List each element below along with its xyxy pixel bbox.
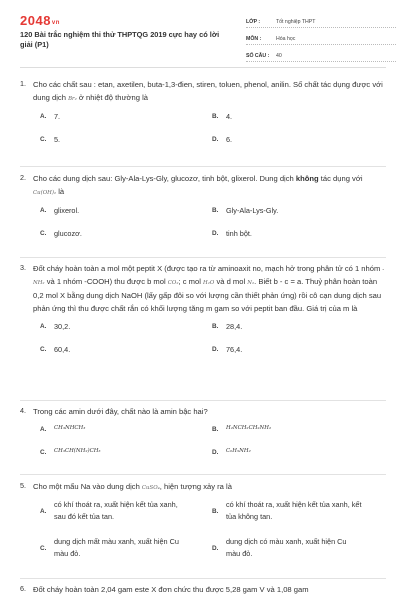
option-value: 60,4. (54, 345, 71, 355)
meta-value: Hóa học (276, 36, 296, 42)
question-text-part: tác dụng với (320, 174, 363, 183)
meta-value: 40 (276, 53, 282, 59)
question-number: 5. (20, 481, 26, 490)
option-key: C. (40, 229, 47, 237)
document-header (20, 0, 386, 68)
question-4 (20, 405, 386, 468)
answer-options (40, 499, 386, 575)
question-text-part: Trong các amin dưới đây, chất nào là amin bậc hai? (33, 407, 208, 416)
question-text (33, 480, 386, 493)
answer-options (40, 424, 386, 468)
answer-options (40, 321, 386, 365)
question-text (33, 405, 386, 418)
option-value: dung dịch mất màu xanh, xuất hiện Cu màu đỏ. (54, 537, 179, 559)
question-text-part: ; c mol (178, 277, 201, 287)
option-key: C. (40, 135, 47, 143)
option-key: C. (40, 544, 47, 552)
answer-option-a[interactable] (40, 321, 70, 333)
option-key: A. (40, 507, 47, 515)
answer-option-a[interactable] (40, 205, 79, 217)
question-text-part: là (58, 187, 65, 197)
option-key: B. (212, 323, 219, 331)
answer-options (40, 205, 386, 249)
answer-option-b[interactable] (212, 205, 278, 217)
answer-option-c[interactable] (40, 536, 190, 560)
logo-text: 2048 (20, 13, 51, 28)
option-value: dung dịch có màu xanh, xuất hiện Cu màu đỏ. (226, 537, 347, 559)
option-value: CH₃CH(NH₂)CH₃ (54, 448, 101, 455)
option-value: 30,2. (54, 322, 71, 332)
question-text (33, 262, 386, 315)
answer-option-d[interactable] (212, 344, 242, 356)
option-value: 7. (54, 111, 61, 121)
answer-option-b[interactable] (212, 111, 232, 123)
option-key: D. (212, 229, 219, 237)
question-number: 6. (20, 584, 26, 593)
meta-row-subject (246, 30, 396, 45)
option-value: C₆H₅NH₂ (226, 448, 251, 455)
formula: N₂ (247, 280, 255, 287)
option-key: C. (40, 346, 47, 354)
option-key: B. (212, 112, 219, 120)
question-6 (20, 583, 386, 596)
option-value: 76,4. (226, 345, 243, 355)
option-value: 4. (226, 111, 233, 121)
answer-option-d[interactable] (212, 536, 362, 560)
formula: Br₂ (68, 96, 77, 103)
question-divider (20, 400, 386, 401)
answer-option-b[interactable] (212, 424, 271, 436)
formula: Cu(OH)₂ (33, 190, 57, 197)
option-key: A. (40, 323, 47, 331)
question-number: 1. (20, 79, 26, 88)
question-text-part: Cho các chất sau : etan, axetilen, buta-1,3-đien, stiren, toluen, phenol, anilin. Số chất tác dụng được với dung dịch (33, 80, 383, 103)
option-key: C. (40, 449, 47, 457)
question-5 (20, 480, 386, 575)
meta-label: LỚP : (246, 19, 261, 25)
question-divider (20, 474, 386, 475)
option-key: A. (40, 112, 47, 120)
answer-option-c[interactable] (40, 228, 82, 240)
site-logo[interactable] (20, 13, 60, 28)
option-value: glucozơ. (54, 228, 82, 238)
meta-row-count (246, 47, 396, 62)
option-value: có khí thoát ra, xuất hiện kết tủa xanh, sau đó kết tủa tan. (54, 500, 178, 522)
question-text-part: và d mol (216, 277, 246, 287)
formula: H₂O (203, 280, 215, 287)
answer-option-c[interactable] (40, 447, 101, 459)
question-text-part: . Biết b - c = a. Thuỷ phân hoàn toàn 0,2 mol X bằng dung dịch NaOH (lấy gấp đôi so với lượng cần thiết phản ứng) rồi cô cạn dung dịch sau phản ứng thì thu được chất rắn có khối lượng tăng m gam so với peptit ban đầu. Giá trị của m là (33, 277, 382, 314)
option-key: D. (212, 449, 219, 457)
answer-option-c[interactable] (40, 134, 60, 146)
option-key: D. (212, 346, 219, 354)
question-text-part: Đốt cháy hoàn toàn 2,04 gam este X đơn chức thu được 5,28 gam V và 1,08 gam (33, 585, 309, 594)
question-text (33, 78, 386, 105)
meta-label: MÔN : (246, 36, 262, 42)
question-text (33, 172, 386, 199)
question-text-part: , hiện tượng xảy ra là (159, 482, 232, 491)
question-1 (20, 78, 386, 155)
answer-option-b[interactable] (212, 321, 242, 333)
question-divider (20, 578, 386, 579)
meta-label: SỐ CÂU : (246, 53, 270, 59)
question-text-part: Cho các dung dịch sau: Gly-Ala-Lys-Gly, glucozơ, tinh bột, glixerol. Dung dịch (33, 174, 294, 183)
answer-option-d[interactable] (212, 134, 232, 146)
option-key: A. (40, 206, 47, 214)
option-value: H₂NCH₂CH₂NH₂ (226, 425, 272, 432)
option-value: 6. (226, 134, 233, 144)
formula: CuSO₄ (141, 485, 160, 491)
option-key: B. (212, 426, 219, 434)
document-title: 120 Bài trắc nghiệm thi thử THPTQG 2019 cực hay có lời giải (P1) (20, 30, 220, 49)
option-key: B. (212, 206, 219, 214)
question-divider (20, 257, 386, 258)
question-text-part: và 1 nhóm -COOH) thu được b mol (46, 277, 166, 287)
question-3 (20, 262, 386, 365)
option-key: B. (212, 507, 219, 515)
option-value: tinh bột. (226, 228, 252, 238)
logo-suffix: vn (51, 20, 60, 26)
question-2 (20, 172, 386, 249)
meta-value: Tốt nghiệp THPT (276, 19, 316, 25)
question-divider (20, 166, 386, 167)
option-value: 28,4. (226, 322, 243, 332)
option-key: D. (212, 544, 219, 552)
question-text-part: Cho một mẩu Na vào dung dịch (33, 482, 140, 491)
meta-row-class (246, 13, 396, 28)
answer-option-d[interactable] (212, 228, 252, 240)
answer-option-b[interactable] (212, 499, 362, 523)
answer-option-a[interactable] (40, 499, 190, 523)
option-value: có khí thoát ra, xuất hiện kết tủa xanh, kết tủa không tan. (226, 500, 362, 522)
option-value: Gly-Ala-Lys-Gly. (226, 205, 279, 215)
formula: CO₂ (167, 280, 179, 287)
formula: -NH₂ (33, 267, 385, 287)
question-number: 2. (20, 173, 26, 182)
option-key: A. (40, 426, 47, 434)
question-text-part: Đốt cháy hoàn toàn a mol một peptit X (được tạo ra từ aminoaxit no, mạch hở trong phân tử có 1 nhóm (33, 264, 381, 273)
emphasis-text: không (295, 174, 319, 183)
answer-option-c[interactable] (40, 344, 70, 356)
answer-option-a[interactable] (40, 424, 85, 436)
document-meta (246, 13, 396, 64)
option-value: glixerol. (54, 205, 80, 215)
question-number: 3. (20, 263, 26, 272)
answer-options (40, 111, 386, 155)
answer-option-d[interactable] (212, 447, 251, 459)
answer-option-a[interactable] (40, 111, 60, 123)
option-value: 5. (54, 134, 61, 144)
question-number: 4. (20, 406, 26, 415)
question-text (33, 583, 386, 596)
question-text-part: ở nhiệt độ thường là (78, 93, 148, 103)
option-value: CH₃NHCH₃ (54, 425, 86, 432)
option-key: D. (212, 135, 219, 143)
